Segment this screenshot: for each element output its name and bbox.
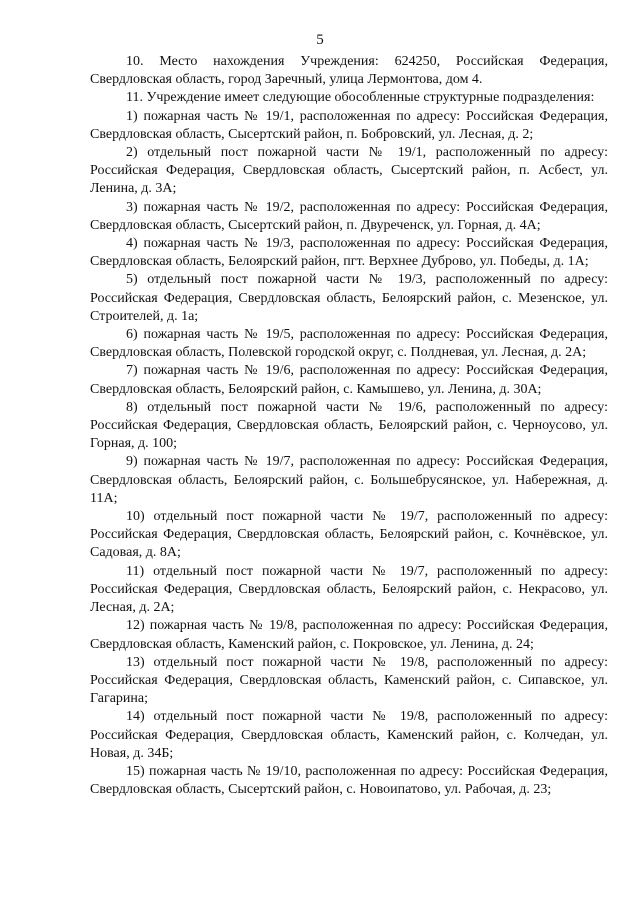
list-item: 11) отдельный пост пожарной части № 19/7, расположенный по адресу: Российская Федерация, Свердловская область, Белоярский район, с. Некрасово, ул. Лесная, д. 2А; bbox=[90, 563, 608, 616]
list-item: 13) отдельный пост пожарной части № 19/8, расположенный по адресу: Российская Федерация, Свердловская область, Каменский район, с. Сипавское, ул. Гагарина; bbox=[90, 654, 608, 707]
list-item: 8) отдельный пост пожарной части № 19/6, расположенный по адресу: Российская Федерация, Свердловская область, Белоярский район, с. Черноусово, ул. Горная, д. 100; bbox=[90, 399, 608, 452]
document-body bbox=[90, 53, 608, 799]
list-item: 10) отдельный пост пожарной части № 19/7, расположенный по адресу: Российская Федерация, Свердловская область, Белоярский район, с. Кочнёвское, ул. Садовая, д. 8А; bbox=[90, 509, 608, 561]
list-item: 1) пожарная часть № 19/1, расположенная по адресу: Российская Федерация, Свердловская область, Сысертский район, п. Бобровский, ул. Лесная, д. 2; bbox=[90, 108, 608, 142]
list-item: 7) пожарная часть № 19/6, расположенная по адресу: Российская Федерация, Свердловская область, Белоярский район, с. Камышево, ул. Ленина, д. 30А; bbox=[90, 363, 608, 397]
list-item: 14) отдельный пост пожарной части № 19/8, расположенный по адресу: Российская Федерация, Свердловская область, Каменский район, с. Колчедан, ул. Новая, д. 34Б; bbox=[90, 709, 608, 761]
paragraph-location: 10. Место нахождения Учреждения: 624250, Российская Федерация, Свердловская область, город Заречный, улица Лермонтова, дом 4. bbox=[90, 54, 608, 88]
list-item: 5) отдельный пост пожарной части № 19/3, расположенный по адресу: Российская Федерация, Свердловская область, Белоярский район, с. Мезенское, ул. Строителей, д. 1а; bbox=[90, 272, 608, 324]
page-number: 5 bbox=[316, 32, 324, 48]
list-item: 9) пожарная часть № 19/7, расположенная по адресу: Российская Федерация, Свердловская область, Белоярский район, с. Большебрусянское, ул. Набережная, д. 11А; bbox=[90, 454, 608, 506]
list-item: 15) пожарная часть № 19/10, расположенная по адресу: Российская Федерация, Свердловская область, Сысертский район, с. Новоипатово, ул. Рабочая, д. 23; bbox=[90, 763, 608, 798]
list-item: 2) отдельный пост пожарной части № 19/1, расположенный по адресу: Российская Федерация, Свердловская область, Сысертский район, п. Асбест, ул. Ленина, д. 3А; bbox=[90, 145, 608, 197]
list-item: 6) пожарная часть № 19/5, расположенная по адресу: Российская Федерация, Свердловская область, Полевской городской округ, с. Полдневая, ул. Лесная, д. 2А; bbox=[90, 327, 608, 361]
list-item: 12) пожарная часть № 19/8, расположенная по адресу: Российская Федерация, Свердловская область, Каменский район, с. Покровское, ул. Ленина, д. 24; bbox=[90, 618, 608, 652]
list-item: 4) пожарная часть № 19/3, расположенная по адресу: Российская Федерация, Свердловская область, Белоярский район, пгт. Верхнее Дуброво, ул. Победы, д. 1А; bbox=[90, 236, 608, 270]
list-item: 3) пожарная часть № 19/2, расположенная по адресу: Российская Федерация, Свердловская область, Сысертский район, п. Двуреченск, ул. Горная, д. 4А; bbox=[90, 199, 608, 233]
paragraph-subdivisions-intro: 11. Учреждение имеет следующие обособленные структурные подразделения: bbox=[126, 90, 595, 106]
